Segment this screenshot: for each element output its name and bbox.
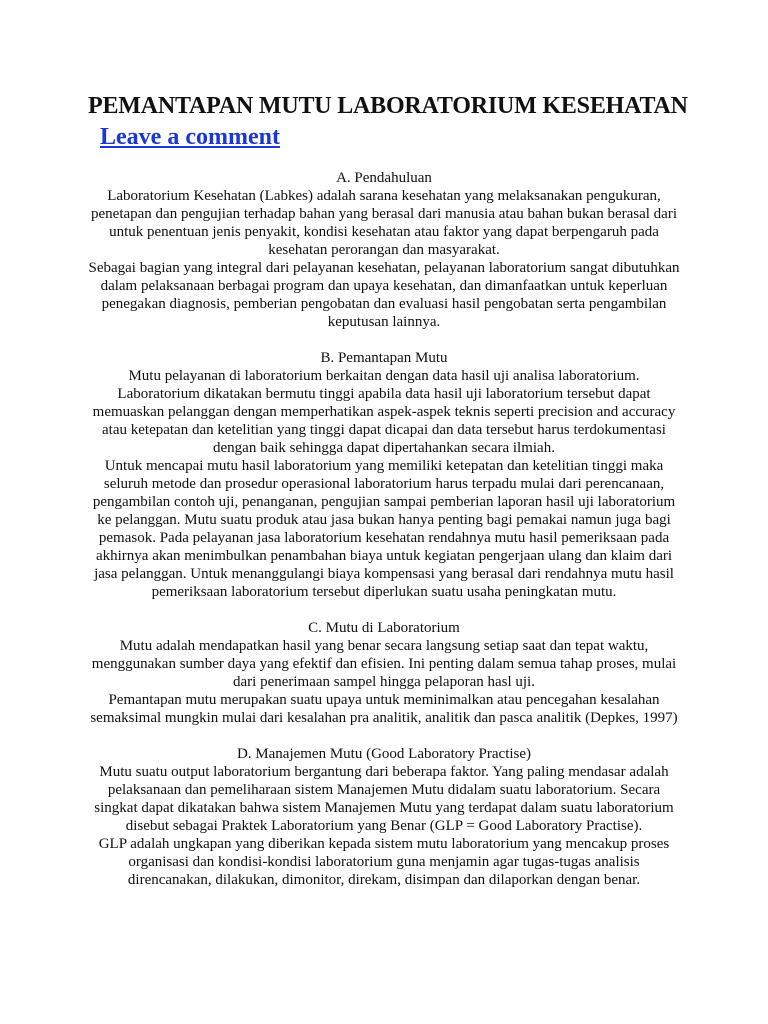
paragraph: Laboratorium Kesehatan (Labkes) adalah sarana kesehatan yang melaksanakan pengukuran, penetapan dan pengujian terhadap bahan yang berasal dari manusia atau bahan bukan berasal dari untuk penentuan jenis penyakit, kondisi kesehatan atau faktor yang dapat berpengaruh pada kesehatan perorangan dan masyarakat. [91,188,677,258]
paragraph: Mutu adalah mendapatkan hasil yang benar secara langsung setiap saat dan tepat waktu, menggunakan sumber daya yang efektif dan efisien. Ini penting dalam semua tahap proses, mulai dari penerimaan sampel hingga pelaporan hasl uji. [91,638,677,690]
section-heading: D. Manajemen Mutu (Good Laboratory Practise) [236,746,532,762]
document-title: PEMANTAPAN MUTU LABORATORIUM KESEHATAN [88,93,688,119]
paragraph: GLP adalah ungkapan yang diberikan kepada sistem mutu laboratorium yang mencakup proses organisasi dan kondisi-kondisi laboratorium guna menjamin agar tugas-tugas analisis direncanakan, dilakukan, dimonitor, direkam, disimpan dan dilaporkan dengan benar. [98,836,670,888]
paragraph: Mutu pelayanan di laboratorium berkaitan dengan data hasil uji analisa laboratorium. Laboratorium dikatakan bermutu tinggi apabila data hasil uji laboratorium tersebut dapat memuaskan pelanggan dengan memperhatikan aspek-aspek teknis seperti precision and accuracy atau ketepatan dan ketelitian yang tinggi dapat dicapai dan data tersebut harus terdokumentasi dengan baik sehingga dapat dipertahankan secara ilmiah. [92,368,676,456]
paragraph: Mutu suatu output laboratorium bergantung dari beberapa faktor. Yang paling mendasar adalah pelaksanaan dan pemeliharaan sistem Manajemen Mutu didalam suatu laboratorium. Secara singkat dapat dikatakan bahwa sistem Manajemen Mutu yang terdapat dalam suatu laboratorium disebut sebagai Praktek Laboratorium yang Benar (GLP = Good Laboratory Practise). [94,764,674,834]
paragraph: Sebagai bagian yang integral dari pelayanan kesehatan, pelayanan laboratorium sangat dibutuhkan dalam pelaksanaan berbagai program dan upaya kesehatan, dan dimanfaatkan untuk keperluan penegakan diagnosis, pemberian pengobatan dan evaluasi hasil pengobatan serta pengambilan keputusan lainnya. [88,260,680,330]
section-pendahuluan [88,169,680,331]
section-heading: A. Pendahuluan [336,170,432,186]
section-pemantapan-mutu [88,349,680,601]
section-mutu-di-laboratorium [88,619,680,727]
section-heading: C. Mutu di Laboratorium [308,620,460,636]
section-manajemen-mutu [88,745,680,889]
paragraph: Pemantapan mutu merupakan suatu upaya untuk meminimalkan atau pencegahan kesalahan semaksimal mungkin mulai dari kesalahan pra analitik, analitik dan pasca analitik (Depkes, 1997) [90,692,678,726]
document-body [88,169,680,889]
paragraph: Untuk mencapai mutu hasil laboratorium yang memiliki ketepatan dan ketelitian tinggi maka seluruh metode dan prosedur operasional laboratorium harus terpadu mulai dari perencanaan, pengambilan contoh uji, penanganan, pengujian sampai pemberian laporan hasil uji laboratorium ke pelanggan. Mutu suatu produk atau jasa bukan hanya penting bagi pemakai namun juga bagi pemasok. Pada pelayanan jasa laboratorium kesehatan rendahnya mutu hasil pemeriksaan pada akhirnya akan menimbulkan penambahan biaya untuk kegiatan pengerjaan ulang dan klaim dari jasa pelanggan. Untuk menanggulangi biaya kompensasi yang berasal dari rendahnya mutu hasil pemeriksaan laboratorium tersebut diperlukan suatu usaha peningkatan mutu. [92,458,676,600]
document-page [88,92,688,907]
leave-comment-link[interactable]: Leave a comment [100,124,280,150]
section-heading: B. Pemantapan Mutu [320,350,448,366]
